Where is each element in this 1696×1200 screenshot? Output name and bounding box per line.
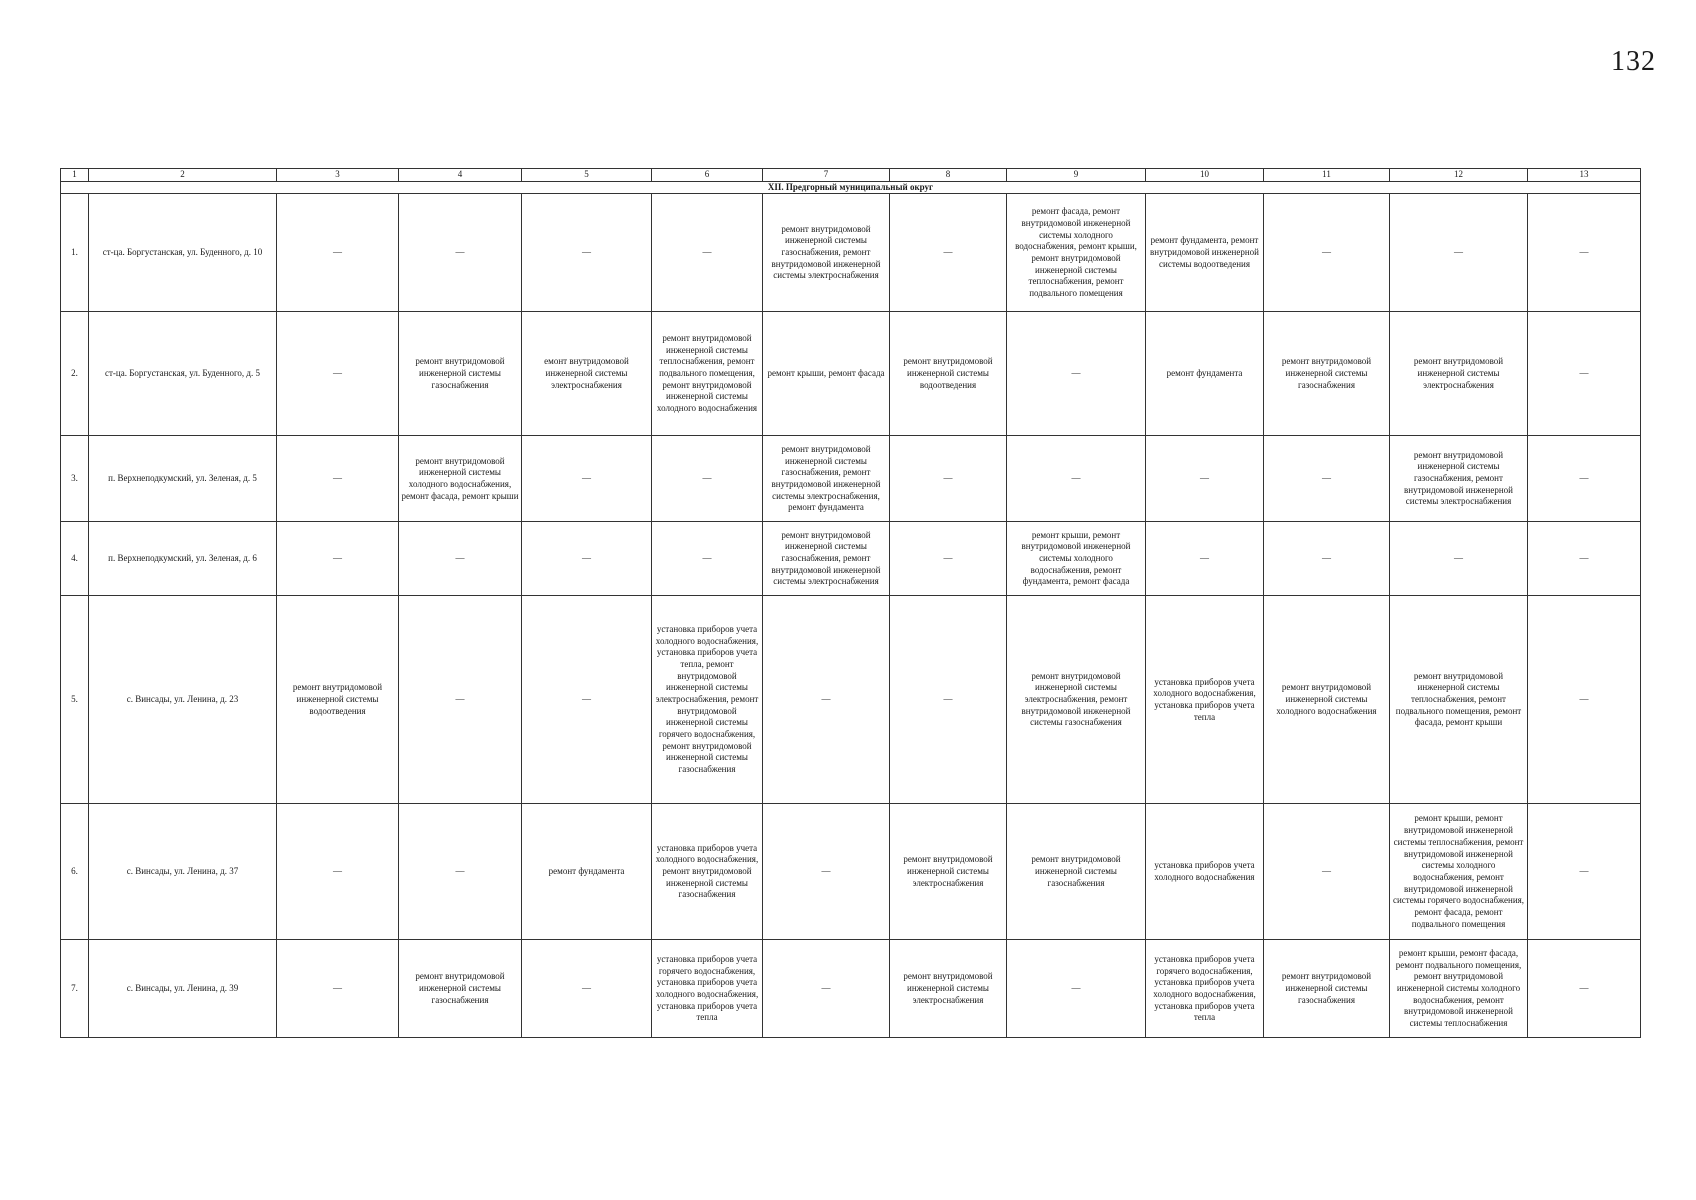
section-title: XII. Предгорный муниципальный округ [61, 181, 1641, 194]
table-cell: ремонт внутридомовой инженерной системы электроснабжения [890, 804, 1007, 940]
table-cell: ремонт фундамента [1146, 312, 1264, 436]
table-cell: — [1528, 522, 1641, 596]
column-header: 11 [1264, 169, 1390, 182]
address-cell: ст-ца. Боргустанская, ул. Буденного, д. 10 [89, 194, 277, 312]
table-cell: — [890, 522, 1007, 596]
table-cell: — [652, 522, 763, 596]
table-row [61, 312, 1641, 436]
table-cell: — [890, 436, 1007, 522]
table-cell: ремонт крыши, ремонт внутридомовой инженерной системы теплоснабжения, ремонт внутридомовой инженерной системы холодного водоснабжения, ремонт внутридомовой инженерной системы горячего водоснабжения, ремонт фасада, ремонт подвального помещения [1390, 804, 1528, 940]
table-cell: ремонт внутридомовой инженерной системы холодного водоснабжения [1264, 596, 1390, 804]
table-cell: — [522, 522, 652, 596]
table-cell: ремонт внутридомовой инженерной системы холодного водоснабжения, ремонт фасада, ремонт крыши [399, 436, 522, 522]
table-cell: — [1146, 436, 1264, 522]
address-cell: п. Верхнеподкумский, ул. Зеленая, д. 5 [89, 436, 277, 522]
table-cell: установка приборов учета холодного водоснабжения, ремонт внутридомовой инженерной системы газоснабжения [652, 804, 763, 940]
table-cell: — [1528, 804, 1641, 940]
table-cell: ремонт внутридомовой инженерной системы газоснабжения, ремонт внутридомовой инженерной системы электроснабжения [1390, 436, 1528, 522]
table-cell: — [399, 804, 522, 940]
table-cell: ремонт внутридомовой инженерной системы газоснабжения, ремонт внутридомовой инженерной системы электроснабжения [763, 522, 890, 596]
table-cell: ремонт фундамента, ремонт внутридомовой инженерной системы водоотведения [1146, 194, 1264, 312]
table-cell: установка приборов учета холодного водоснабжения, установка приборов учета тепла, ремонт внутридомовой инженерной системы электроснабжения, ремонт внутридомовой инженерной системы горячего водоснабжения, ремонт внутридомовой инженерной системы газоснабжения [652, 596, 763, 804]
table-cell: — [652, 194, 763, 312]
column-header: 1 [61, 169, 89, 182]
address-cell: с. Винсады, ул. Ленина, д. 37 [89, 804, 277, 940]
table-cell: — [277, 194, 399, 312]
table-cell: — [763, 804, 890, 940]
table-cell: — [277, 312, 399, 436]
column-header: 13 [1528, 169, 1641, 182]
table-cell: ремонт внутридомовой инженерной системы газоснабжения [1264, 312, 1390, 436]
table-cell: — [1390, 522, 1528, 596]
table-cell: ремонт внутридомовой инженерной системы электроснабжения [1390, 312, 1528, 436]
table-cell: — [277, 522, 399, 596]
table-cell: — [522, 436, 652, 522]
column-number-header-row [61, 169, 1641, 182]
column-header: 12 [1390, 169, 1528, 182]
table-row [61, 804, 1641, 940]
table-cell: ремонт фасада, ремонт внутридомовой инженерной системы холодного водоснабжения, ремонт крыши, ремонт внутридомовой инженерной системы теплоснабжения, ремонт подвального помещения [1007, 194, 1146, 312]
table-cell: ремонт внутридомовой инженерной системы теплоснабжения, ремонт подвального помещения, ремонт фасада, ремонт крыши [1390, 596, 1528, 804]
row-number: 3. [61, 436, 89, 522]
table-cell: — [399, 522, 522, 596]
table-cell: — [522, 194, 652, 312]
table-cell: — [399, 596, 522, 804]
table-cell: ремонт крыши, ремонт фасада [763, 312, 890, 436]
address-cell: ст-ца. Боргустанская, ул. Буденного, д. 5 [89, 312, 277, 436]
table-cell: ремонт внутридомовой инженерной системы теплоснабжения, ремонт подвального помещения, ремонт внутридомовой инженерной системы холодного водоснабжения [652, 312, 763, 436]
table-cell: ремонт крыши, ремонт внутридомовой инженерной системы холодного водоснабжения, ремонт фундамента, ремонт фасада [1007, 522, 1146, 596]
table-cell: ремонт внутридомовой инженерной системы газоснабжения [399, 940, 522, 1038]
table-cell: — [1390, 194, 1528, 312]
section-row [61, 181, 1641, 194]
table-cell: емонт внутридомовой инженерной системы электроснабжения [522, 312, 652, 436]
table-row [61, 436, 1641, 522]
address-cell: с. Винсады, ул. Ленина, д. 39 [89, 940, 277, 1038]
table-row [61, 940, 1641, 1038]
table-cell: ремонт фундамента [522, 804, 652, 940]
table-cell: — [1007, 940, 1146, 1038]
table-cell: — [763, 596, 890, 804]
table-cell: — [1528, 194, 1641, 312]
column-header: 3 [277, 169, 399, 182]
row-number: 2. [61, 312, 89, 436]
column-header: 7 [763, 169, 890, 182]
table-cell: — [1007, 436, 1146, 522]
column-header: 5 [522, 169, 652, 182]
table-cell: — [890, 194, 1007, 312]
table-cell: — [763, 940, 890, 1038]
page-number: 132 [1611, 46, 1656, 77]
table-cell: ремонт внутридомовой инженерной системы электроснабжения [890, 940, 1007, 1038]
table-cell: — [1528, 436, 1641, 522]
row-number: 1. [61, 194, 89, 312]
table-cell: — [399, 194, 522, 312]
column-header: 10 [1146, 169, 1264, 182]
repair-register-table [60, 168, 1641, 1038]
table-cell: ремонт внутридомовой инженерной системы газоснабжения [1264, 940, 1390, 1038]
table-cell: ремонт внутридомовой инженерной системы газоснабжения [1007, 804, 1146, 940]
table-cell: — [890, 596, 1007, 804]
table-cell: — [1264, 804, 1390, 940]
table-cell: ремонт внутридомовой инженерной системы водоотведения [277, 596, 399, 804]
table-cell: — [1264, 194, 1390, 312]
column-header: 9 [1007, 169, 1146, 182]
column-header: 6 [652, 169, 763, 182]
table-row [61, 522, 1641, 596]
table-cell: ремонт внутридомовой инженерной системы газоснабжения, ремонт внутридомовой инженерной системы электроснабжения [763, 194, 890, 312]
table-cell: — [1007, 312, 1146, 436]
table-cell: — [277, 804, 399, 940]
table-cell: ремонт внутридомовой инженерной системы электроснабжения, ремонт внутридомовой инженерной системы газоснабжения [1007, 596, 1146, 804]
table-cell: — [1264, 436, 1390, 522]
table-row [61, 596, 1641, 804]
table-cell: — [277, 940, 399, 1038]
table-cell: — [652, 436, 763, 522]
table-cell: ремонт внутридомовой инженерной системы газоснабжения, ремонт внутридомовой инженерной системы электроснабжения, ремонт фундамента [763, 436, 890, 522]
address-cell: п. Верхнеподкумский, ул. Зеленая, д. 6 [89, 522, 277, 596]
address-cell: с. Винсады, ул. Ленина, д. 23 [89, 596, 277, 804]
row-number: 5. [61, 596, 89, 804]
table-cell: ремонт внутридомовой инженерной системы водоотведения [890, 312, 1007, 436]
column-header: 2 [89, 169, 277, 182]
table-cell: установка приборов учета холодного водоснабжения [1146, 804, 1264, 940]
table-cell: установка приборов учета горячего водоснабжения, установка приборов учета холодного водоснабжения, установка приборов учета тепла [652, 940, 763, 1038]
table-cell: — [522, 596, 652, 804]
table-row [61, 194, 1641, 312]
column-header: 8 [890, 169, 1007, 182]
table-cell: — [277, 436, 399, 522]
table-cell: — [1146, 522, 1264, 596]
table-cell: — [522, 940, 652, 1038]
table-cell: — [1528, 940, 1641, 1038]
table-cell: установка приборов учета холодного водоснабжения, установка приборов учета тепла [1146, 596, 1264, 804]
table-cell: — [1264, 522, 1390, 596]
row-number: 4. [61, 522, 89, 596]
table-cell: ремонт крыши, ремонт фасада, ремонт подвального помещения, ремонт внутридомовой инженерной системы холодного водоснабжения, ремонт внутридомовой инженерной системы теплоснабжения [1390, 940, 1528, 1038]
column-header: 4 [399, 169, 522, 182]
table-cell: ремонт внутридомовой инженерной системы газоснабжения [399, 312, 522, 436]
row-number: 6. [61, 804, 89, 940]
table-cell: установка приборов учета горячего водоснабжения, установка приборов учета холодного водоснабжения, установка приборов учета тепла [1146, 940, 1264, 1038]
table-cell: — [1528, 312, 1641, 436]
row-number: 7. [61, 940, 89, 1038]
table-cell: — [1528, 596, 1641, 804]
